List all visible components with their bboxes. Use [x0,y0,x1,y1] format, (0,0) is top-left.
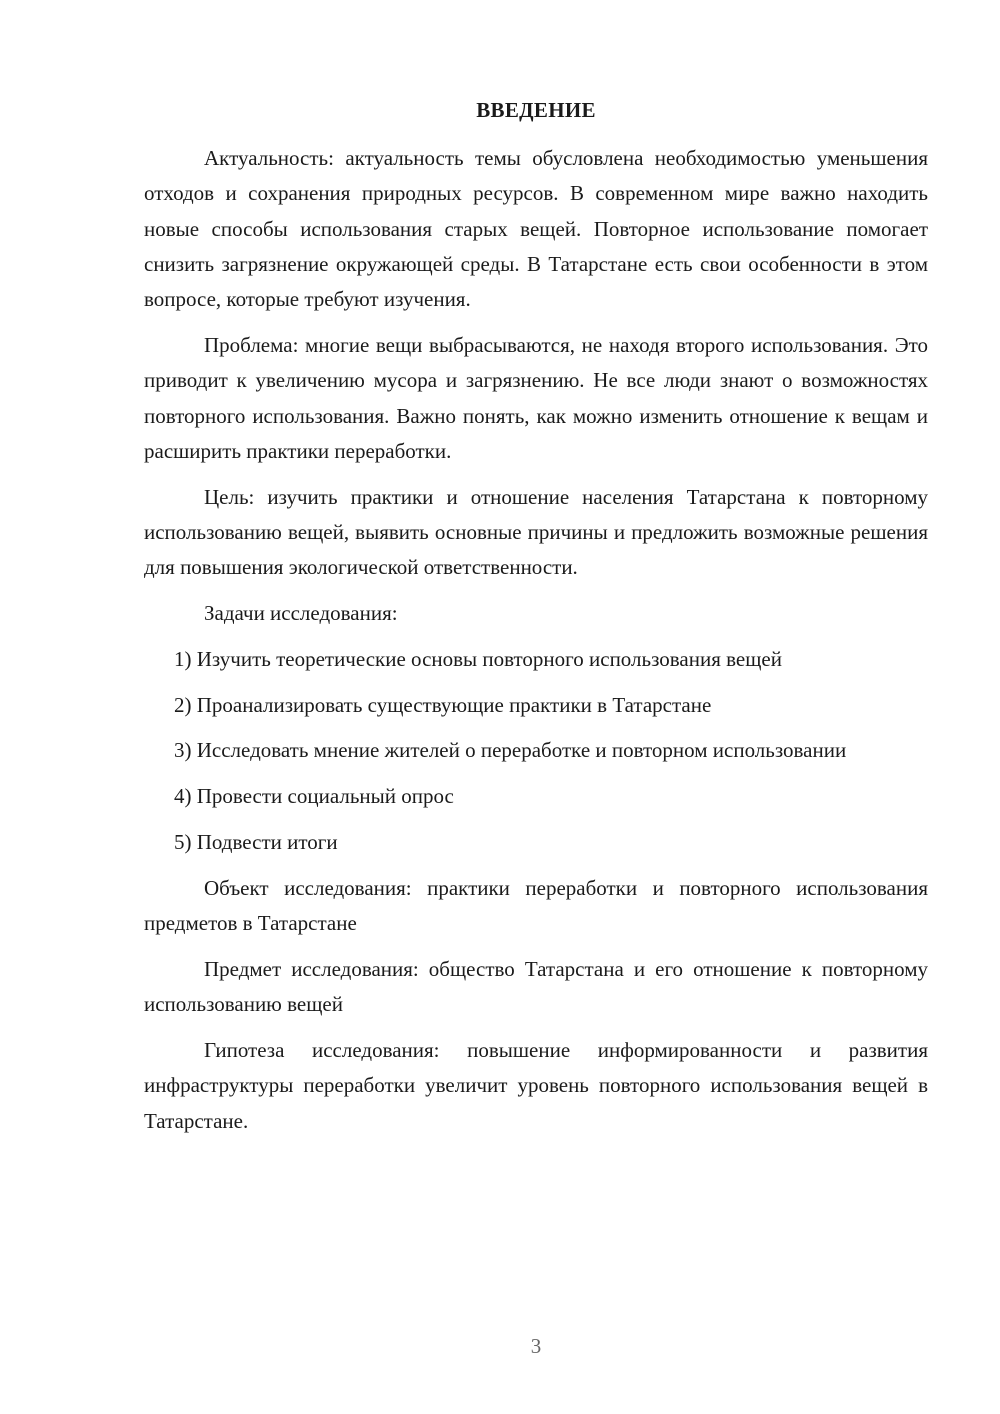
task-item-2: 2) Проанализировать существующие практики в Татарстане [174,692,712,717]
task-item-3: 3) Исследовать мнение жителей о переработке и повторном использовании [174,738,847,763]
task-item-4: 4) Провести социальный опрос [174,784,454,809]
paragraph-object: Объект исследования: практики переработки и повторного использования предметов в Татарстане [144,875,928,936]
task-item-5: 5) Подвести итоги [174,830,338,855]
paragraph-problem: Проблема: многие вещи выбрасываются, не находя второго использования. Это приводит к увеличению мусора и загрязнению. Не все люди знают о возможностях повторного использования. Важно понять, как можно изменить отношение к вещам и расширить практики переработки. [144,332,928,463]
paragraph-hypothesis: Гипотеза исследования: повышение информированности и развития инфраструктуры переработки увеличит уровень повторного использования вещей в Татарстане. [144,1038,928,1133]
document-page [144,95,928,1149]
task-item-1: 1) Изучить теоретические основы повторного использования вещей [174,646,782,671]
section-title: ВВЕДЕНИЕ [476,98,596,122]
page-number: 3 [530,1334,542,1358]
paragraph-goal: Цель: изучить практики и отношение населения Татарстана к повторному использованию вещей, выявить основные причины и предложить возможные решения для повышения экологической ответственности. [144,484,928,580]
paragraph-relevance: Актуальность: актуальность темы обусловлена необходимостью уменьшения отходов и сохранения природных ресурсов. В современном мире важно находить новые способы использования старых вещей. Повторное использование помогает снизить загрязнение окружающей среды. В Татарстане есть свои особенности в этом вопросе, которые требуют изучения. [144,146,928,312]
paragraph-tasks-heading: Задачи исследования: [204,601,398,626]
paragraph-subject: Предмет исследования: общество Татарстана и его отношение к повторному использованию вещей [144,956,928,1017]
